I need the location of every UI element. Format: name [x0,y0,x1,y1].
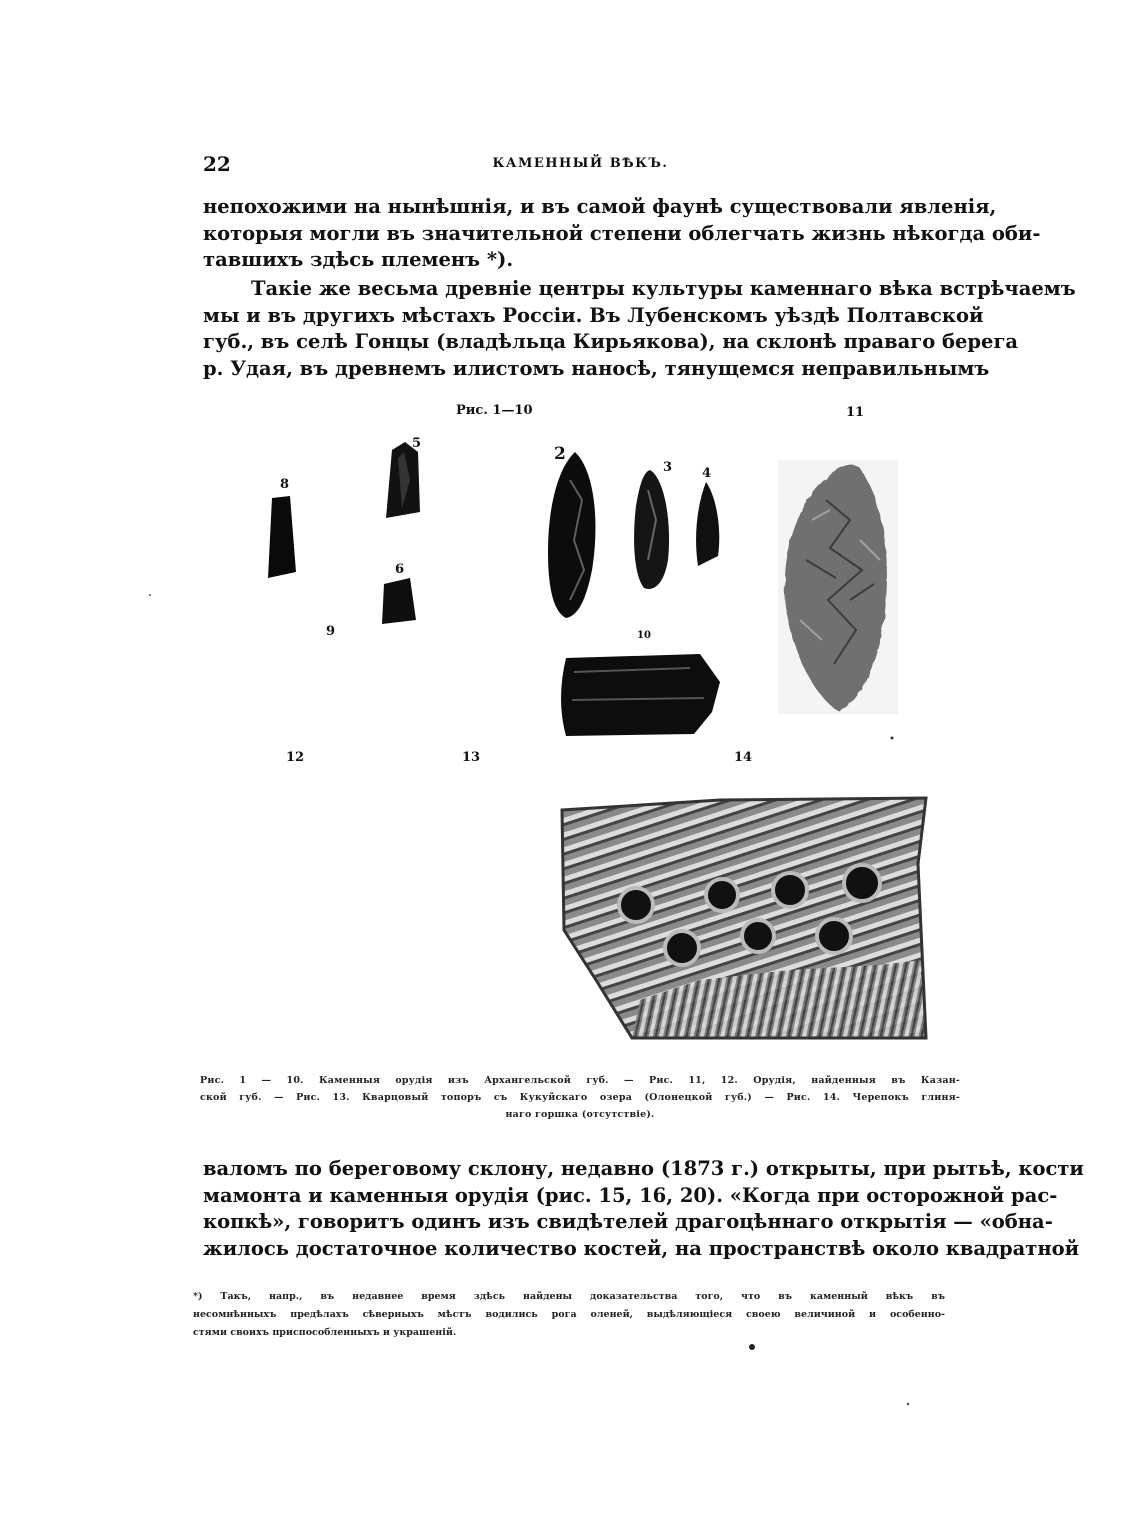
artifact-6 [382,578,416,624]
figure-number-2: 2 [554,444,566,464]
figure-number-11: 11 [846,405,865,420]
artifact-2 [548,452,595,618]
text-line: губ., въ селѣ Гонцы (владѣльца Кирьякова), на склонѣ праваго берега [203,330,1019,353]
paragraph-third [203,1156,1084,1262]
figure-number-12: 12 [286,750,305,765]
figure-number-6: 6 [395,562,405,577]
text-line: р. Удая, въ древнемъ илистомъ наносѣ, тянущемся неправильнымъ [203,356,990,380]
text-line: тавшихъ здѣсь племенъ *). [203,248,514,271]
figure-label-main: Рис. 1—10 [456,403,533,418]
text-line: жилось достаточное количество костей, на пространствѣ около квадратной [203,1236,1080,1260]
text-line: Такіе же весьма древніе центры культуры каменнаго вѣка встрѣчаемъ [251,277,1076,300]
text-line: валомъ по береговому склону, недавно (1873 г.) открыты, при рытьѣ, кости [203,1157,1084,1180]
text-line: мамонта и каменныя орудія (рис. 15, 16, 20). «Когда при осторожной рас- [203,1183,1058,1207]
footnote [193,1288,945,1342]
running-head: КАМЕННЫЙ ВѢКЪ. [492,156,669,171]
figure-number-13: 13 [462,750,481,765]
figure-number-3: 3 [663,460,673,475]
caption-line: Рис. 1 — 10. Каменныя орудія изъ Архангельской губ. — Рис. 11, 12. Орудія, найденныя въ Казан- [200,1075,960,1086]
text-line: мы и въ другихъ мѣстахъ Россіи. Въ Лубенскомъ уѣздѣ Полтавской [203,303,984,327]
figure-number-8: 8 [280,477,290,492]
figure-number-5: 5 [412,436,422,451]
caption-line: ской губ. — Рис. 13. Кварцовый топоръ съ Кукуйскаго озера (Олонецкой губ.) — Рис. 14. Черепокъ глиня- [200,1092,960,1103]
artifact-8 [268,496,296,578]
figure-caption [200,1072,960,1123]
page-number: 22 [203,152,231,176]
text-line: копкѣ», говоритъ одинъ изъ свидѣтелей драгоцѣннаго открытія — «обна- [203,1210,1053,1233]
text-line: которыя могли въ значительной степени облегчать жизнь нѣкогда оби- [203,221,1041,245]
artifact-3 [634,470,669,589]
figure-number-9: 9 [326,624,336,639]
footnote-line: *) Такъ, напр., въ недавнее время здѣсь найдены доказательства того, что въ каменный вѣкъ въ [193,1291,945,1302]
figure-number-14: 14 [734,750,753,765]
caption-line: наго горшка (отсутствіе). [505,1109,655,1120]
text-line: непохожими на нынѣшнія, и въ самой фаунѣ существовали явленія, [203,195,997,218]
footnote-line: несомнѣнныхъ предѣлахъ сѣверныхъ мѣстъ водились рога оленей, выдѣляющіеся своею величиной и особенно- [193,1309,945,1320]
artifact-10 [561,654,720,736]
artifact-4 [696,482,719,566]
figure-number-4: 4 [702,466,712,481]
footnote-line: стями своихъ приспособленныхъ и украшеній. [193,1327,457,1338]
figure-number-10: 10 [637,630,651,641]
